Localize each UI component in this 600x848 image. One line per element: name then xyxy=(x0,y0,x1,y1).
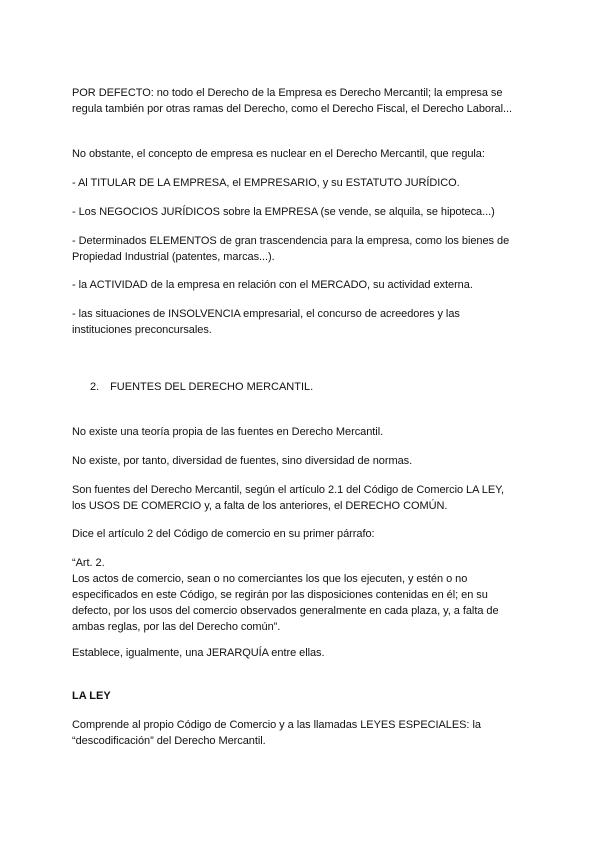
paragraph-jerarquia xyxy=(72,645,532,661)
bullet-titular xyxy=(72,175,532,191)
section-title: FUENTES DEL DERECHO MERCANTIL. xyxy=(110,381,314,393)
text-line: POR DEFECTO: no todo el Derecho de la Empresa es Derecho Mercantil; la empresa se xyxy=(72,87,503,99)
text-line: “descodificación” del Derecho Mercantil. xyxy=(72,735,266,747)
text-line: “Art. 2. xyxy=(72,557,105,569)
section-number: 2. xyxy=(90,381,100,393)
text-line: Son fuentes del Derecho Mercantil, según el artículo 2.1 del Código de Comercio LA LEY, xyxy=(72,484,505,496)
heading-la-ley: LA LEY xyxy=(72,690,111,702)
paragraph-son-fuentes xyxy=(72,482,532,514)
text-line: - Al TITULAR DE LA EMPRESA, el EMPRESARIO, y su ESTATUTO JURÍDICO. xyxy=(72,177,460,189)
text-line: Propiedad Industrial (patentes, marcas...). xyxy=(72,251,275,263)
text-line: Comprende al propio Código de Comercio y a las llamadas LEYES ESPECIALES: la xyxy=(72,719,481,731)
text-line: Dice el artículo 2 del Código de comercio en su primer párrafo: xyxy=(72,528,375,540)
text-line: No existe, por tanto, diversidad de fuentes, sino diversidad de normas. xyxy=(72,455,413,467)
text-line: defecto, por los usos del comercio observados generalmente en cada plaza, y, a falta de xyxy=(72,605,499,617)
bullet-actividad xyxy=(72,277,532,293)
bullet-negocios xyxy=(72,204,532,220)
text-line: - la ACTIVIDAD de la empresa en relación con el MERCADO, su actividad externa. xyxy=(72,279,473,291)
text-line: Los actos de comercio, sean o no comerciantes los que los ejecuten, y estén o no xyxy=(72,573,468,585)
bullet-insolvencia xyxy=(72,306,532,338)
paragraph-diversidad xyxy=(72,453,532,469)
text-line: instituciones preconcursales. xyxy=(72,324,212,336)
text-line: No obstante, el concepto de empresa es nuclear en el Derecho Mercantil, que regula: xyxy=(72,148,485,160)
text-line: - Determinados ELEMENTOS de gran trascendencia para la empresa, como los bienes de xyxy=(72,235,510,247)
paragraph-por-defecto xyxy=(72,85,532,117)
text-line: - las situaciones de INSOLVENCIA empresarial, el concurso de acreedores y las xyxy=(72,308,460,320)
text-line: - Los NEGOCIOS JURÍDICOS sobre la EMPRESA (se vende, se alquila, se hipoteca...) xyxy=(72,206,495,218)
paragraph-comprende xyxy=(72,717,532,749)
bullet-elementos xyxy=(72,233,532,265)
paragraph-no-obstante xyxy=(72,146,532,162)
text-line: No existe una teoría propia de las fuentes en Derecho Mercantil. xyxy=(72,426,384,438)
section-heading-fuentes xyxy=(90,379,313,395)
text-line: los USOS DE COMERCIO y, a falta de los anteriores, el DERECHO COMÚN. xyxy=(72,500,448,512)
quote-articulo-2 xyxy=(72,555,532,635)
text-line: regula también por otras ramas del Derecho, como el Derecho Fiscal, el Derecho Laboral... xyxy=(72,103,513,115)
text-line: ambas reglas, por las del Derecho común”. xyxy=(72,621,281,633)
text-line: Establece, igualmente, una JERARQUÍA entre ellas. xyxy=(72,647,325,659)
text-line: especificados en este Código, se regirán por las disposiciones contenidas en él; en su xyxy=(72,589,488,601)
paragraph-teoria xyxy=(72,424,532,440)
paragraph-dice xyxy=(72,526,532,542)
